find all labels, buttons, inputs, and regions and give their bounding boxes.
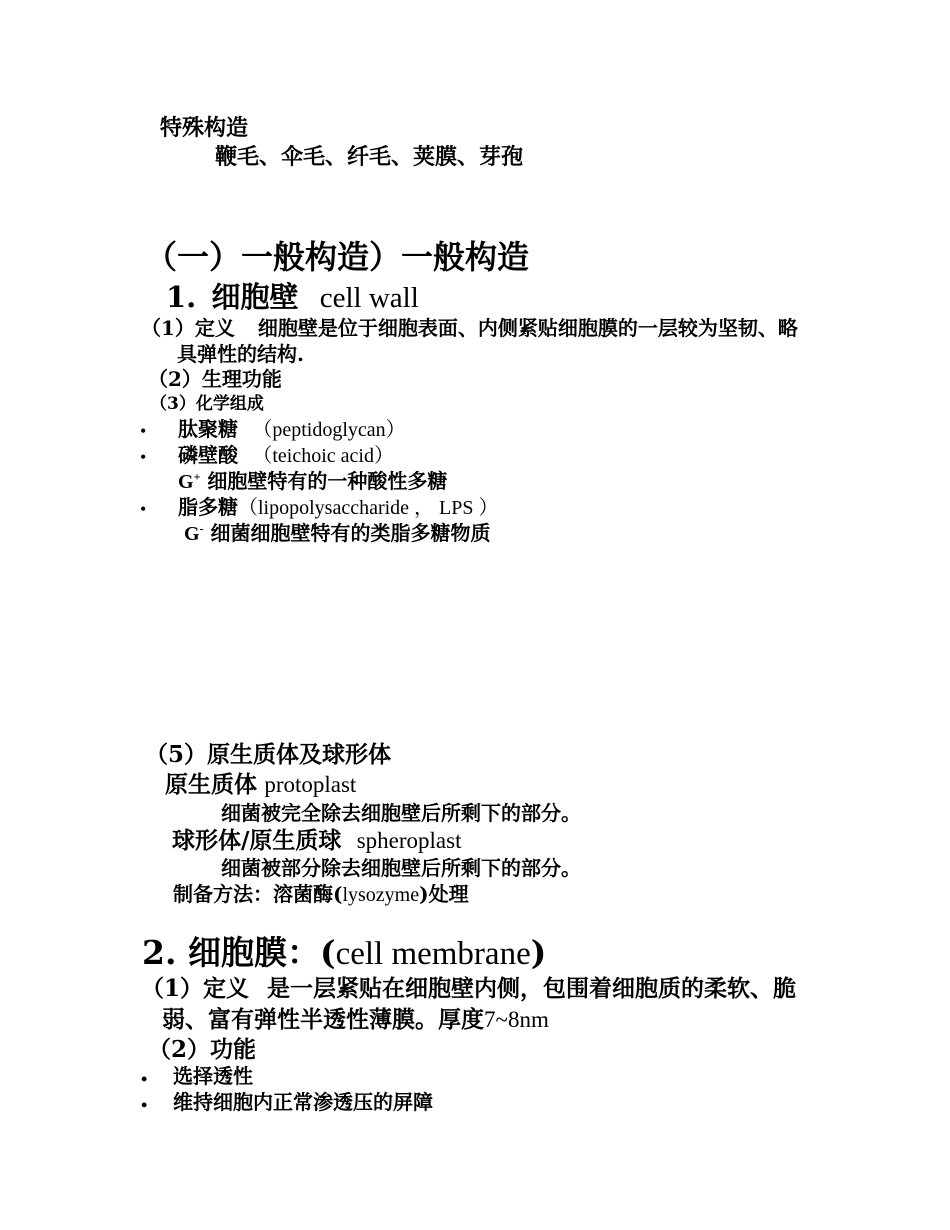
membrane-function-1: 选择透性 [173, 1064, 253, 1088]
protoplast-cn: 原生质体 [165, 771, 257, 798]
cell-membrane-function-label: （2）功能 [148, 1036, 257, 1063]
lps-en: （lipopolysaccharide ， LPS ） [238, 497, 499, 519]
protoplast-heading: （5）原生质体及球形体 [145, 741, 392, 768]
cell-wall-definition-label: （1）定义 [141, 316, 235, 340]
peptidoglycan-en: （peptidoglycan） [252, 419, 406, 441]
general-structure-heading: （一）一般构造）一般构造 [145, 238, 530, 276]
peptidoglycan-cn: 肽聚糖 [178, 417, 238, 441]
cell-wall-title [166, 280, 419, 314]
teichoic-acid-en: （teichoic acid） [252, 445, 394, 467]
preparation-end: )处理 [419, 882, 469, 906]
cell-membrane-heading-en: cell membrane [335, 936, 531, 972]
peptidoglycan-item [178, 419, 406, 440]
protoplast-en: protoplast [264, 772, 357, 797]
cell-membrane-definition-text: 是一层紧贴在细胞壁内侧，包围着细胞质的柔软、脆 [267, 975, 797, 1002]
gram-negative-sup: - [199, 521, 204, 536]
cell-membrane-heading-end: ) [530, 933, 547, 972]
cell-wall-definition-continued: 具弹性的结构. [177, 342, 304, 366]
cell-membrane-definition-text-2: 弱、富有弹性半透性薄膜。厚度 [162, 1006, 484, 1033]
gram-positive-sup: + [193, 469, 201, 484]
bullet-marker: • [141, 1095, 148, 1115]
bullet-marker: • [140, 421, 147, 441]
cell-wall-number: 1. [166, 280, 197, 314]
spheroplast-description: 细菌被部分除去细胞壁后所剩下的部分。 [221, 856, 581, 880]
gram-negative-text: 细菌细胞壁特有的类脂多糖物质 [210, 521, 491, 545]
protoplast-description: 细菌被完全除去细胞壁后所剩下的部分。 [221, 801, 581, 825]
bullet-marker: • [141, 1069, 148, 1089]
gram-positive-letter: G [178, 471, 194, 493]
cell-membrane-definition [141, 977, 796, 1000]
cell-wall-definition-text: 细胞壁是位于细胞表面、内侧紧贴细胞膜的一层较为坚韧、略 [257, 316, 798, 340]
teichoic-acid-cn: 磷壁酸 [178, 443, 238, 467]
protoplast-term [165, 773, 356, 797]
teichoic-acid-item [178, 445, 394, 466]
bullet-marker: • [140, 499, 147, 519]
bullet-marker: • [140, 447, 147, 467]
gram-positive-text: 细胞壁特有的一种酸性多糖 [207, 469, 448, 493]
gram-positive-note [178, 471, 447, 492]
cell-membrane-heading-cn: 2. 细胞膜：( [142, 933, 336, 972]
lps-cn: 脂多糖 [178, 495, 238, 519]
preparation-label: 制备方法：溶菌酶( [173, 882, 343, 906]
gram-negative-letter: G [184, 523, 200, 545]
special-structures-list: 鞭毛、伞毛、纤毛、荚膜、芽孢 [215, 144, 524, 170]
cell-wall-title-en: cell wall [319, 282, 419, 314]
preparation-method [173, 884, 469, 905]
spheroplast-en: spheroplast [356, 828, 462, 853]
gram-negative-note [184, 523, 491, 544]
cell-wall-title-cn: 细胞壁 [211, 280, 299, 314]
cell-membrane-heading [142, 933, 547, 972]
membrane-function-2: 维持细胞内正常渗透压的屏障 [173, 1090, 433, 1114]
special-structures-heading: 特殊构造 [160, 115, 249, 141]
cell-membrane-definition-label: （1）定义 [141, 975, 250, 1002]
cell-wall-composition-label: （3）化学组成 [150, 394, 264, 414]
preparation-enzyme: lysozyme [342, 884, 420, 906]
lps-item [178, 497, 499, 518]
cell-membrane-definition-continued [162, 1008, 549, 1031]
spheroplast-term [172, 829, 461, 853]
spheroplast-cn: 球形体/原生质球 [172, 827, 342, 854]
cell-wall-definition [141, 318, 798, 338]
cell-wall-function-label: （2）生理功能 [148, 367, 282, 391]
cell-membrane-thickness: 7~8nm [484, 1007, 549, 1032]
